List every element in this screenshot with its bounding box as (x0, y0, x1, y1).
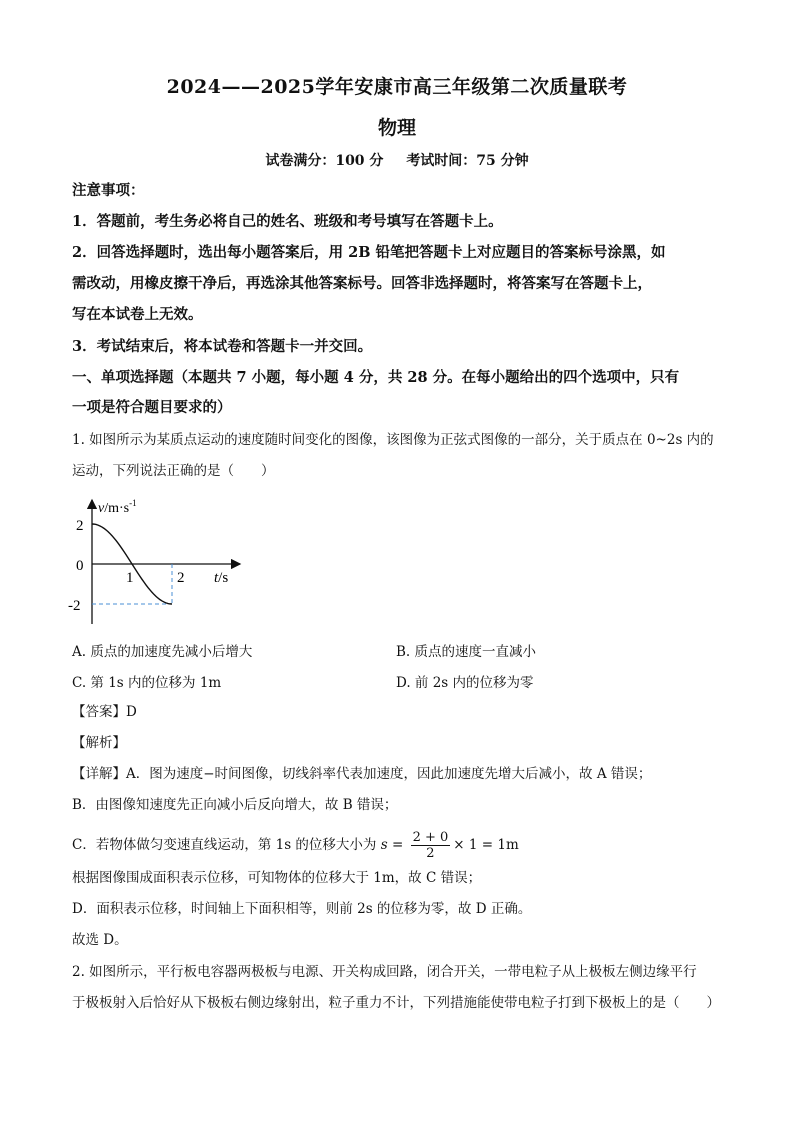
q1-answer: 【答案】D (72, 704, 137, 720)
equals-sign: = (387, 837, 408, 853)
q1-option-d: D. 前 2s 内的位移为零 (396, 675, 534, 691)
q1-conclusion: 故选 D。 (72, 932, 128, 948)
q1-detail-line-4: 根据图像围成面积表示位移，可知物体的位移大于 1m，故 C 错误； (72, 870, 482, 886)
y-axis-label-v: v (98, 501, 105, 516)
notice-item-2-line-2: 需改动，用橡皮擦干净后，再选涂其他答案标号。回答非选择题时，将答案写在答题卡上， (72, 275, 652, 292)
formula-tail: × 1 = 1m (453, 837, 519, 853)
displacement-symbol: s (380, 837, 388, 853)
q1-detail-line-3-text: C．若物体做匀变速直线运动，第 1s 的位移大小为 (72, 837, 381, 853)
fraction-numerator: 2 + 0 (412, 830, 449, 845)
q1-option-b: B. 质点的速度一直减小 (396, 644, 537, 660)
x-axis-label-unit: /s (218, 570, 229, 586)
notice-item-2-line-3: 写在本试卷上无效。 (72, 306, 203, 323)
x-axis-label (214, 570, 228, 586)
notice-item-1: 1．答题前，考生务必将自己的姓名、班级和考号填写在答题卡上。 (72, 213, 503, 230)
q1-detail-line-2: B．由图像知速度先正向减小后反向增大，故 B 错误； (72, 797, 398, 813)
q2-stem-line-1: 2. 如图所示，平行板电容器两极板与电源、开关构成回路，闭合开关，一带电粒子从上极板左侧边缘平行 (72, 964, 697, 980)
tick-x-2: 2 (177, 570, 185, 586)
section-1-heading-line-1: 一、单项选择题（本题共 7 小题，每小题 4 分，共 28 分。在每小题给出的四个选项中，只有 (72, 369, 680, 386)
section-1-heading-line-2: 一项是符合题目要求的） (72, 399, 232, 416)
q1-option-a: A. 质点的加速度先减小后增大 (72, 644, 253, 660)
q1-detail-line-5: D．面积表示位移，时间轴上下面积相等，则前 2s 的位移为零，故 D 正确。 (72, 901, 532, 917)
q1-detail-line-1: 【详解】A．图为速度−时间图像，切线斜率代表加速度，因此加速度先增大后减小，故 A 错误； (72, 766, 652, 782)
q1-option-c: C. 第 1s 内的位移为 1m (72, 675, 222, 691)
q1-analysis-label: 【解析】 (72, 735, 126, 751)
notice-item-2-line-1: 2．回答选择题时，选出每小题答案后，用 2B 铅笔把答题卡上对应题目的答案标号涂黑，如 (72, 244, 666, 261)
tick-x-1: 1 (126, 570, 134, 586)
x-axis-label-t: t (214, 570, 219, 586)
y-axis-label-unit: /m·s (104, 501, 130, 516)
exam-meta (0, 150, 794, 170)
notice-item-3: 3．考试结束后，将本试卷和答题卡一并交回。 (72, 338, 373, 355)
q1-detail-line-3 (72, 828, 732, 862)
fraction-denominator: 2 (426, 846, 435, 861)
velocity-time-graph (62, 492, 252, 632)
q2-stem-line-2: 于极板射入后恰好从下极板右侧边缘射出，粒子重力不计，下列措施能使带电粒子打到下极板上的是（ ） (72, 995, 720, 1011)
q1-stem-line-2: 运动，下列说法正确的是（ ） (72, 463, 275, 479)
fraction (411, 830, 451, 861)
tick-y-2: 2 (76, 518, 84, 534)
notice-heading: 注意事项： (72, 182, 145, 199)
exam-time: 考试时间：75 分钟 (406, 153, 529, 169)
exam-score: 试卷满分：100 分 (265, 153, 384, 169)
page-title: 2024——2025学年安康市高三年级第二次质量联考 (166, 76, 628, 98)
subject-title: 物理 (377, 117, 416, 139)
q1-stem-line-1: 1. 如图所示为某质点运动的速度随时间变化的图像，该图像为正弦式图像的一部分，关于质点在 0~2s 内的 (72, 432, 714, 448)
tick-y-0: 0 (76, 558, 84, 574)
y-axis-label-exp: -1 (129, 498, 137, 508)
tick-y-neg2: -2 (68, 598, 81, 614)
y-axis-label (98, 498, 137, 516)
